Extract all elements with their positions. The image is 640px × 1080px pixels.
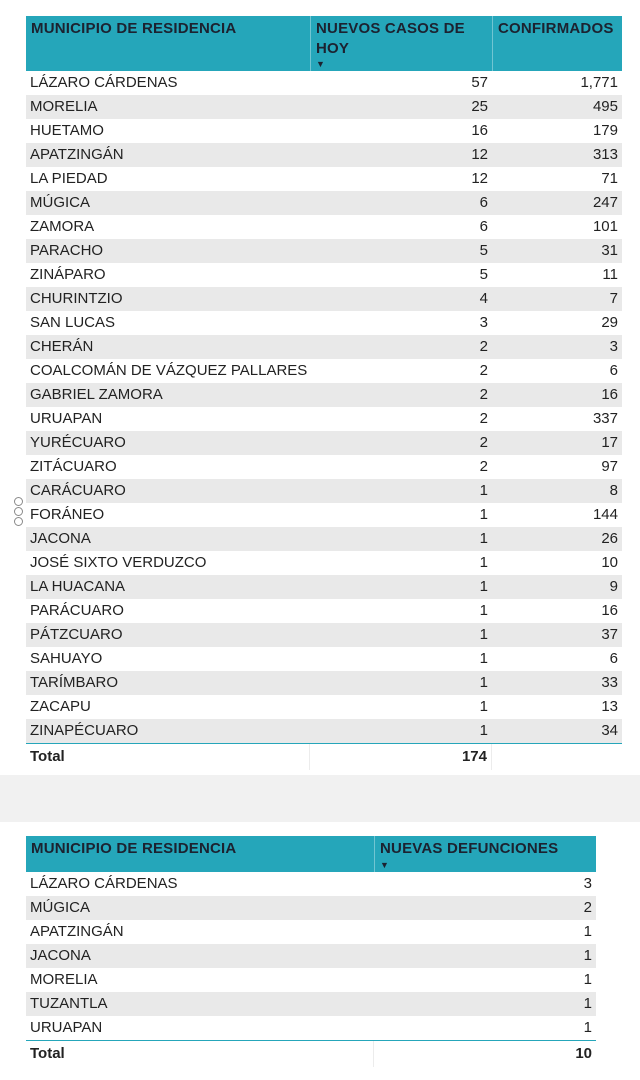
value-cell: 29 [601, 314, 618, 331]
value-cell: 33 [601, 674, 618, 691]
value-cell: 1 [583, 923, 592, 940]
table-row[interactable] [26, 359, 622, 383]
value-cell: 1 [479, 602, 488, 619]
value-cell: 313 [592, 146, 618, 163]
table-row[interactable] [26, 407, 622, 431]
column-header-label: NUEVOS CASOS DE HOY [316, 20, 465, 57]
municipio-cell: JACONA [30, 947, 91, 964]
total-confirmed [492, 744, 622, 770]
municipio-cell: MORELIA [30, 971, 98, 988]
value-cell: 97 [601, 458, 618, 475]
value-cell: 34 [601, 722, 618, 739]
total-new-deaths: 10 [575, 1045, 592, 1062]
table-header [26, 16, 622, 71]
municipio-cell: JACONA [30, 530, 91, 547]
value-cell: 57 [471, 74, 488, 91]
value-cell: 2 [479, 362, 488, 379]
table-row[interactable] [26, 695, 622, 719]
value-cell: 5 [479, 242, 488, 259]
value-cell: 2 [479, 338, 488, 355]
value-cell: 13 [601, 698, 618, 715]
municipio-cell: ZAMORA [30, 218, 95, 235]
municipio-cell: CHURINTZIO [30, 290, 123, 307]
municipio-cell: COALCOMÁN DE VÁZQUEZ PALLARES [30, 362, 308, 379]
municipio-cell: JOSÉ SIXTO VERDUZCO [30, 554, 207, 571]
column-header-municipio[interactable]: MUNICIPIO DE RESIDENCIA [31, 20, 237, 37]
value-cell: 9 [609, 578, 618, 595]
value-cell: 1 [479, 578, 488, 595]
table-row[interactable] [26, 599, 622, 623]
resize-handle-icon[interactable] [14, 497, 24, 525]
table-row[interactable] [26, 239, 622, 263]
value-cell: 1 [479, 650, 488, 667]
value-cell: 3 [583, 875, 592, 892]
municipio-cell: GABRIEL ZAMORA [30, 386, 163, 403]
value-cell: 1 [583, 947, 592, 964]
municipio-cell: YURÉCUARO [30, 434, 126, 451]
value-cell: 3 [609, 338, 618, 355]
table-row[interactable] [26, 968, 596, 992]
municipio-cell: URUAPAN [30, 410, 103, 427]
municipio-cell: SAN LUCAS [30, 314, 116, 331]
value-cell: 337 [592, 410, 618, 427]
value-cell: 144 [592, 506, 618, 523]
municipio-cell: MORELIA [30, 98, 98, 115]
value-cell: 6 [609, 650, 618, 667]
value-cell: 8 [609, 482, 618, 499]
municipio-cell: ZINAPÉCUARO [30, 722, 139, 739]
value-cell: 1 [479, 722, 488, 739]
municipio-cell: ZITÁCUARO [30, 458, 117, 475]
value-cell: 6 [479, 218, 488, 235]
total-new-cases: 174 [310, 744, 492, 770]
value-cell: 10 [601, 554, 618, 571]
table-body [26, 71, 622, 743]
table-row[interactable] [26, 383, 622, 407]
value-cell: 2 [479, 386, 488, 403]
sort-descending-icon[interactable]: ▼ [380, 860, 390, 870]
municipio-cell: PARACHO [30, 242, 104, 259]
value-cell: 11 [602, 266, 618, 283]
table-row[interactable] [26, 143, 622, 167]
municipio-cell: FORÁNEO [30, 506, 105, 523]
value-cell: 5 [479, 266, 488, 283]
value-cell: 2 [583, 899, 592, 916]
table-row[interactable] [26, 335, 622, 359]
value-cell: 179 [592, 122, 618, 139]
value-cell: 6 [609, 362, 618, 379]
value-cell: 12 [471, 146, 488, 163]
table-row[interactable] [26, 575, 622, 599]
value-cell: 17 [601, 434, 618, 451]
table-body [26, 872, 596, 1040]
table-row[interactable] [26, 215, 622, 239]
value-cell: 1 [479, 674, 488, 691]
table-row[interactable] [26, 896, 596, 920]
table-row[interactable] [26, 671, 622, 695]
value-cell: 6 [479, 194, 488, 211]
table-row[interactable] [26, 647, 622, 671]
value-cell: 37 [601, 626, 618, 643]
table-row[interactable] [26, 944, 596, 968]
table-row[interactable] [26, 287, 622, 311]
municipio-cell: LA HUACANA [30, 578, 126, 595]
value-cell: 1 [583, 1019, 592, 1036]
total-label: Total [26, 744, 310, 770]
value-cell: 1 [479, 554, 488, 571]
table-header [26, 836, 596, 872]
sort-descending-icon[interactable]: ▼ [316, 59, 326, 69]
municipio-cell: CARÁCUARO [30, 482, 126, 499]
column-header-confirmados[interactable]: CONFIRMADOS [492, 16, 622, 71]
municipio-cell: CHERÁN [30, 338, 94, 355]
municipio-cell: ZACAPU [30, 698, 91, 715]
table-row[interactable] [26, 1016, 596, 1040]
new-deaths-table [26, 836, 596, 1067]
value-cell: 7 [609, 290, 618, 307]
total-label: Total [26, 1041, 374, 1067]
table-row[interactable] [26, 719, 622, 743]
table-row[interactable] [26, 479, 622, 503]
value-cell: 1 [479, 506, 488, 523]
table-row[interactable] [26, 119, 622, 143]
column-header-nuevos-casos[interactable] [310, 16, 492, 71]
value-cell: 16 [601, 602, 618, 619]
table-row[interactable] [26, 992, 596, 1016]
table-row[interactable] [26, 503, 622, 527]
municipio-cell: LÁZARO CÁRDENAS [30, 74, 178, 91]
value-cell: 12 [471, 170, 488, 187]
table-row[interactable] [26, 920, 596, 944]
new-cases-table [26, 16, 622, 770]
table-row[interactable] [26, 551, 622, 575]
value-cell: 25 [471, 98, 488, 115]
municipio-cell: MÚGICA [30, 899, 90, 916]
value-cell: 101 [592, 218, 618, 235]
municipio-cell: SAHUAYO [30, 650, 103, 667]
table-row[interactable] [26, 623, 622, 647]
municipio-cell: LÁZARO CÁRDENAS [30, 875, 178, 892]
value-cell: 1 [479, 626, 488, 643]
table-row[interactable] [26, 263, 622, 287]
total-row [26, 743, 622, 770]
column-header-label: NUEVAS DEFUNCIONES [380, 840, 559, 857]
table-row[interactable] [26, 311, 622, 335]
table-row[interactable] [26, 431, 622, 455]
value-cell: 4 [479, 290, 488, 307]
value-cell: 247 [592, 194, 618, 211]
table-row[interactable] [26, 527, 622, 551]
value-cell: 31 [601, 242, 618, 259]
value-cell: 71 [601, 170, 618, 187]
municipio-cell: URUAPAN [30, 1019, 103, 1036]
municipio-cell: PÁTZCUARO [30, 626, 123, 643]
value-cell: 2 [479, 410, 488, 427]
municipio-cell: TARÍMBARO [30, 674, 119, 691]
value-cell: 495 [592, 98, 618, 115]
municipio-cell: ZINÁPARO [30, 266, 106, 283]
value-cell: 1 [479, 530, 488, 547]
column-header-nuevas-defunciones[interactable] [374, 836, 596, 872]
table-row[interactable] [26, 872, 596, 896]
table-row[interactable] [26, 455, 622, 479]
municipio-cell: LA PIEDAD [30, 170, 108, 187]
total-row [26, 1040, 596, 1067]
table-row[interactable] [26, 95, 622, 119]
value-cell: 26 [601, 530, 618, 547]
value-cell: 1 [479, 698, 488, 715]
table-row[interactable] [26, 71, 622, 95]
municipio-cell: HUETAMO [30, 122, 104, 139]
value-cell: 3 [479, 314, 488, 331]
value-cell: 16 [471, 122, 488, 139]
table-row[interactable] [26, 191, 622, 215]
municipio-cell: APATZINGÁN [30, 146, 124, 163]
value-cell: 1 [583, 995, 592, 1012]
column-header-municipio[interactable]: MUNICIPIO DE RESIDENCIA [31, 840, 237, 857]
value-cell: 16 [601, 386, 618, 403]
municipio-cell: TUZANTLA [30, 995, 108, 1012]
value-cell: 2 [479, 458, 488, 475]
value-cell: 2 [479, 434, 488, 451]
municipio-cell: PARÁCUARO [30, 602, 124, 619]
value-cell: 1 [583, 971, 592, 988]
municipio-cell: MÚGICA [30, 194, 90, 211]
value-cell: 1,771 [580, 74, 618, 91]
municipio-cell: APATZINGÁN [30, 923, 124, 940]
value-cell: 1 [479, 482, 488, 499]
table-row[interactable] [26, 167, 622, 191]
